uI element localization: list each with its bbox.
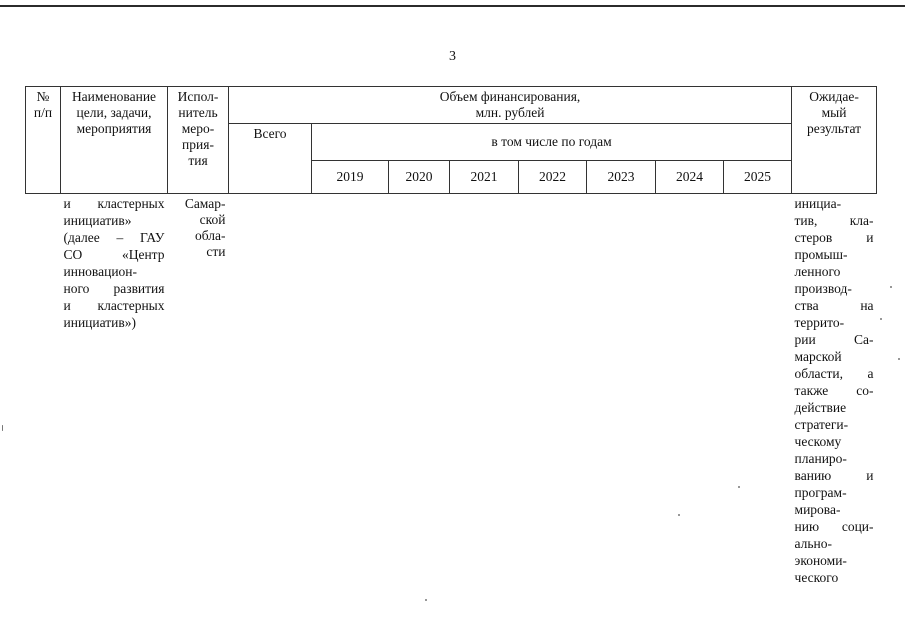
result-line: ства на — [794, 298, 874, 313]
result-line: инициа- — [794, 196, 842, 211]
name-line: ного развития — [63, 281, 165, 296]
program-table — [25, 86, 877, 589]
result-line: ванию и — [794, 468, 874, 483]
table-row — [26, 194, 877, 590]
executor-line: сти — [206, 244, 226, 259]
executor-line: ской — [199, 212, 226, 227]
scan-top-edge — [0, 5, 905, 7]
result-line: рии Са- — [794, 332, 874, 347]
col-header-number: № п/п — [26, 87, 61, 194]
name-line: и кластерных — [63, 196, 165, 211]
year-header: 2024 — [656, 161, 724, 194]
result-line: ленного — [794, 264, 841, 279]
cell-result — [792, 194, 877, 590]
col-header-total: Всего — [229, 124, 312, 194]
result-line: марской — [794, 349, 842, 364]
cell-year — [519, 194, 587, 590]
year-header: 2020 — [389, 161, 450, 194]
cell-year — [312, 194, 389, 590]
name-line: и кластерных — [63, 298, 165, 313]
cell-year — [724, 194, 792, 590]
result-line: экономи- — [794, 553, 847, 568]
result-line: области, а — [794, 366, 874, 381]
cell-name — [61, 194, 168, 590]
year-header: 2019 — [312, 161, 389, 194]
result-line: ческому — [794, 434, 842, 449]
cell-year — [587, 194, 656, 590]
col-header-by-years: в том числе по годам — [312, 124, 792, 161]
cell-year — [656, 194, 724, 590]
result-line: стратеги- — [794, 417, 849, 432]
name-line: (далее – ГАУ — [63, 230, 165, 245]
result-line: мирова- — [794, 502, 841, 517]
executor-line: Самар- — [184, 196, 226, 211]
year-header: 2025 — [724, 161, 792, 194]
executor-line: обла- — [194, 228, 226, 243]
scan-speck — [2, 425, 3, 431]
scan-speck — [678, 514, 680, 516]
scan-speck — [738, 486, 740, 488]
result-line: производ- — [794, 281, 852, 296]
result-line: действие — [794, 400, 847, 415]
cell-number — [26, 194, 61, 590]
scan-speck — [898, 358, 900, 360]
scan-speck — [880, 318, 882, 320]
col-header-financing: Объем финансирования, млн. рублей — [229, 87, 792, 124]
result-line: ческого — [794, 570, 839, 585]
result-line: промыш- — [794, 247, 848, 262]
cell-year — [389, 194, 450, 590]
scan-speck — [425, 599, 427, 601]
name-line: инициатив» — [63, 213, 132, 228]
col-header-result: Ожидае- мый результат — [792, 87, 877, 194]
scan-speck — [890, 286, 892, 288]
result-line: ально- — [794, 536, 833, 551]
result-line: планиро- — [794, 451, 847, 466]
name-line: инициатив») — [63, 315, 137, 330]
cell-year — [450, 194, 519, 590]
result-line: террито- — [794, 315, 845, 330]
cell-executor — [168, 194, 229, 590]
result-line: тив, кла- — [794, 213, 874, 228]
name-line: инновацион- — [63, 264, 138, 279]
result-line: нию соци- — [794, 519, 874, 534]
result-line: програм- — [794, 485, 847, 500]
cell-total — [229, 194, 312, 590]
col-header-name: Наименование цели, задачи, мероприятия — [61, 87, 168, 194]
name-line: СО «Центр — [63, 247, 165, 262]
year-header: 2021 — [450, 161, 519, 194]
year-header: 2022 — [519, 161, 587, 194]
result-line: также со- — [794, 383, 874, 398]
year-header: 2023 — [587, 161, 656, 194]
page-number: 3 — [449, 49, 456, 64]
result-line: стеров и — [794, 230, 874, 245]
col-header-executor: Испол- нитель меро- прия- тия — [168, 87, 229, 194]
